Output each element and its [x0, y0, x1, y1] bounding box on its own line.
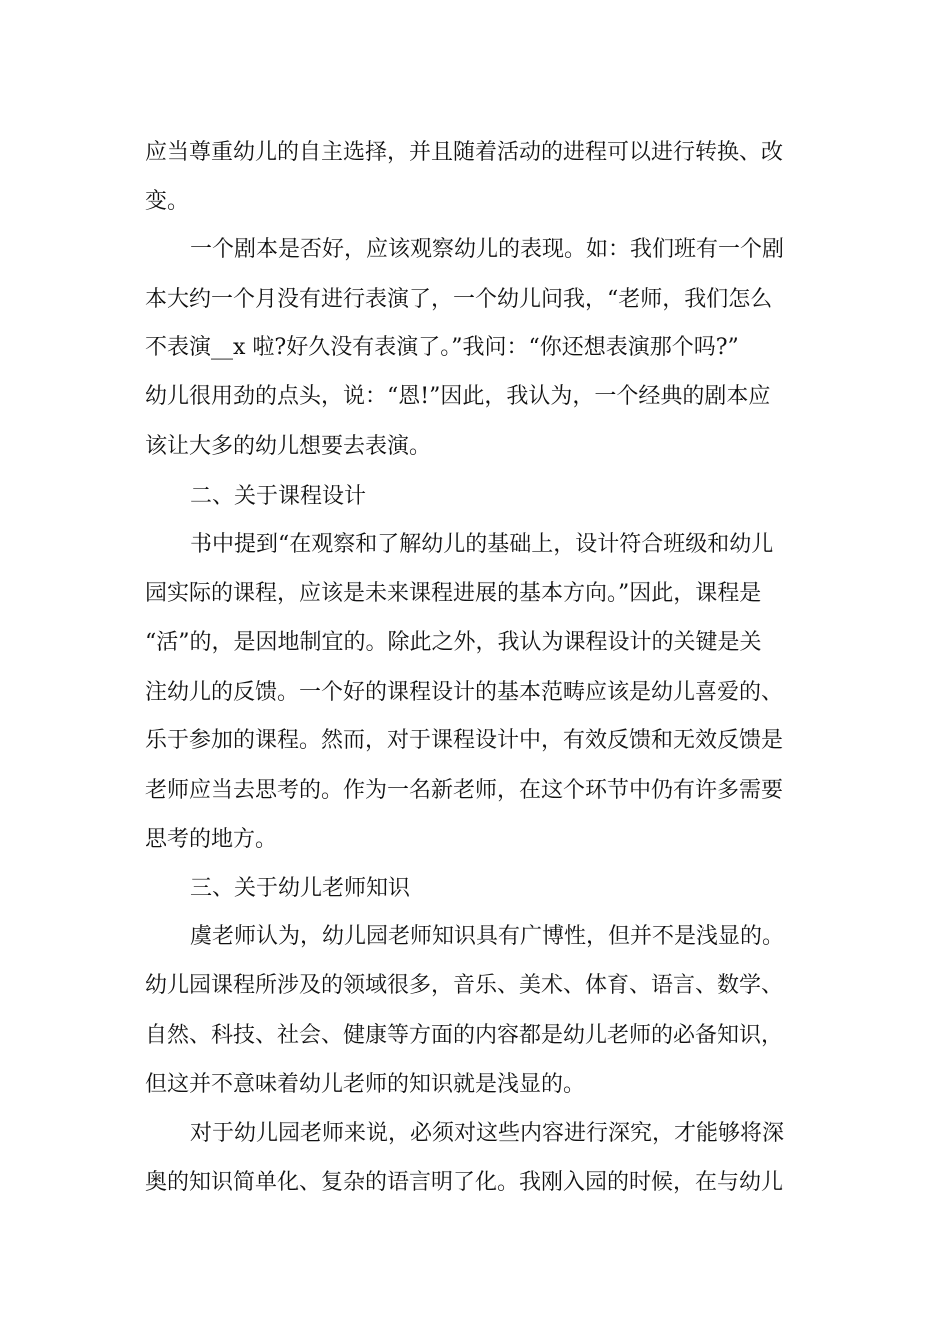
text-line: 注幼儿的反馈。一个好的课程设计的基本范畴应该是幼儿喜爱的、 [145, 680, 784, 705]
paragraph-start-line: 对于幼儿园老师来说，必须对这些内容进行深究，才能够将深 [190, 1121, 785, 1146]
paragraph-start-line: 书中提到“在观察和了解幼儿的基础上，设计符合班级和幼儿 [190, 532, 774, 557]
paragraph-start-line: 虞老师认为，幼儿园老师知识具有广博性，但并不是浅显的。 [190, 924, 785, 949]
text-line: 幼儿很用劲的点头，说：“恩!”因此，我认为，一个经典的剧本应 [145, 384, 771, 409]
text-line: 变。 [145, 189, 190, 214]
text-line: 自然、科技、社会、健康等方面的内容都是幼儿老师的必备知识， [145, 1023, 784, 1048]
text-line: 园实际的课程，应该是未来课程进展的基本方向。”因此，课程是 [145, 581, 762, 606]
text-line: 不表演__x 啦?好久没有表演了。”我问：“你还想表演那个吗?” [145, 335, 739, 360]
text-line: 奥的知识简单化、复杂的语言明了化。我刚入园的时候，在与幼儿 [145, 1170, 784, 1195]
text-line: “活”的，是因地制宜的。除此之外，我认为课程设计的关键是关 [145, 630, 762, 655]
text-line: 幼儿园课程所涉及的领域很多，音乐、美术、体育、语言、数学、 [145, 973, 784, 998]
section-heading: 三、关于幼儿老师知识 [190, 876, 411, 901]
text-line: 老师应当去思考的。作为一名新老师，在这个环节中仍有许多需要 [145, 778, 784, 803]
text-line: 该让大多的幼儿想要去表演。 [145, 434, 432, 459]
text-line: 思考的地方。 [145, 827, 278, 852]
text-line: 但这并不意味着幼儿老师的知识就是浅显的。 [145, 1072, 586, 1097]
paragraph-start-line: 一个剧本是否好，应该观察幼儿的表现。如：我们班有一个剧 [190, 237, 785, 262]
text-line: 应当尊重幼儿的自主选择，并且随着活动的进程可以进行转换、改 [145, 140, 784, 165]
text-line: 本大约一个月没有进行表演了，一个幼儿问我，“老师，我们怎么 [145, 287, 773, 312]
section-heading: 二、关于课程设计 [190, 484, 367, 509]
text-line: 乐于参加的课程。然而，对于课程设计中，有效反馈和无效反馈是 [145, 728, 784, 753]
